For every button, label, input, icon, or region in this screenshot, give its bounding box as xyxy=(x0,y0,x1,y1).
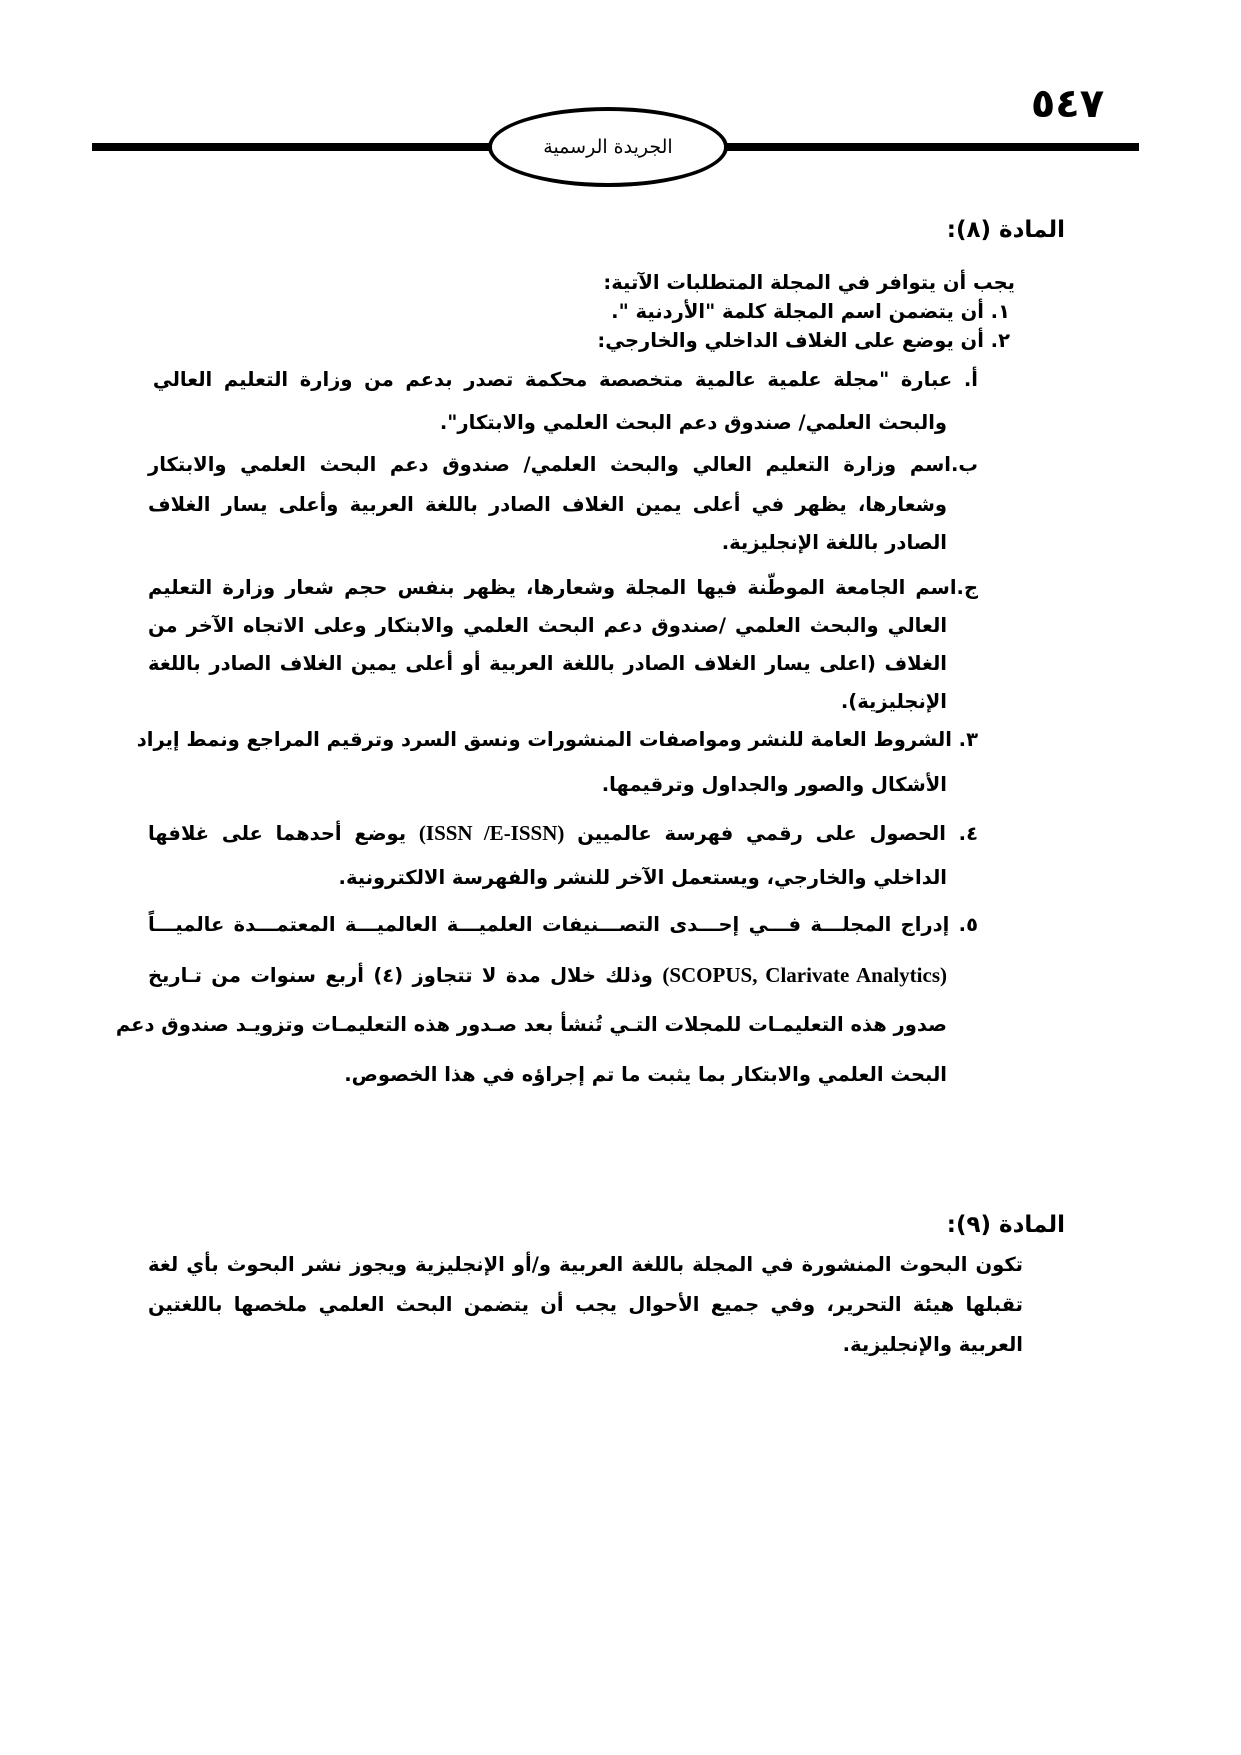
item-2b-line: وشعارها، يظهر في أعلى يمين الغلاف الصادر باللغة العربية وأعلى يسار الغلاف xyxy=(148,493,947,516)
article-9-line: تقبلها هيئة التحرير، وفي جميع الأحوال يجب أن يتضمن البحث العلمي ملخصها باللغتين xyxy=(148,1293,1023,1316)
gazette-title-oval xyxy=(488,107,728,187)
item-3-line: ٣. الشروط العامة للنشر ومواصفات المنشورات ونسق السرد وترقيم المراجع ونمط إيراد xyxy=(136,728,978,751)
index-code: (SCOPUS, Clarivate Analytics) xyxy=(662,963,947,987)
line-segment: وذلك خلال مدة لا تتجاوز (٤) أربع سنوات من تـاريخ xyxy=(147,964,653,987)
item-2c-line: الإنجليزية). xyxy=(840,690,947,713)
article-9-line: تكون البحوث المنشورة في المجلة باللغة العربية و/أو الإنجليزية ويجوز نشر البحوث بأي لغة xyxy=(148,1253,1023,1276)
item-1: ١. أن يتضمن اسم المجلة كلمة "الأردنية ". xyxy=(611,300,1010,323)
item-2b-line: الصادر باللغة الإنجليزية. xyxy=(721,531,947,554)
item-2: ٢. أن يوضع على الغلاف الداخلي والخارجي: xyxy=(597,329,1010,352)
item-5-line: ٥. إدراج المجلـــة فـــي إحـــدى التصـــنيفات العلميـــة العالميـــة المعتمـــدة عالميـــاً xyxy=(148,913,978,936)
item-2c-line: العالي والبحث العلمي /صندوق دعم البحث العلمي والابتكار وعلى الاتجاه الآخر من xyxy=(148,614,947,637)
intro-line: يجب أن يتوافر في المجلة المتطلبات الآتية: xyxy=(603,271,1015,294)
item-5-line: البحث العلمي والابتكار بما يثبت ما تم إجراؤه في هذا الخصوص. xyxy=(344,1063,947,1086)
item-5-line xyxy=(148,957,947,993)
item-4-line xyxy=(148,815,978,851)
item-2b-line: ب.اسم وزارة التعليم العالي والبحث العلمي/ صندوق دعم البحث العلمي والابتكار xyxy=(148,453,978,476)
page-number: ٥٤٧ xyxy=(1030,81,1105,127)
line-segment: ٤. الحصول على رقمي فهرسة عالميين xyxy=(577,822,978,845)
item-2a-line: والبحث العلمي/ صندوق دعم البحث العلمي والابتكار". xyxy=(439,411,947,434)
article-8-heading: المادة (٨): xyxy=(946,217,1065,243)
item-3-line: الأشكال والصور والجداول وترقيمها. xyxy=(601,773,947,796)
item-4-line: الداخلي والخارجي، ويستعمل الآخر للنشر والفهرسة الالكترونية. xyxy=(338,866,947,889)
item-5-line: صدور هذه التعليمـات للمجلات التـي تُنشأ بعد صـدور هذه التعليمـات وتزويـد صندوق دعم xyxy=(115,1013,947,1036)
item-2c-line: الغلاف (اعلى يسار الغلاف الصادر باللغة العربية أو أعلى يمين الغلاف الصادر باللغة xyxy=(148,652,947,675)
article-9-heading: المادة (٩): xyxy=(946,1212,1065,1238)
line-segment: يوضع أحدهما على غلافها xyxy=(147,822,407,845)
item-2a-line: أ. عبارة "مجلة علمية عالمية متخصصة محكمة تصدر بدعم من وزارة التعليم العالي xyxy=(152,368,978,391)
gazette-title: الجريدة الرسمية xyxy=(543,136,673,158)
item-2c-line: ج.اسم الجامعة الموطّنة فيها المجلة وشعارها، يظهر بنفس حجم شعار وزارة التعليم xyxy=(148,576,978,599)
index-code: (ISSN /E-ISSN) xyxy=(418,821,565,845)
article-9-line: العربية والإنجليزية. xyxy=(842,1333,1023,1356)
